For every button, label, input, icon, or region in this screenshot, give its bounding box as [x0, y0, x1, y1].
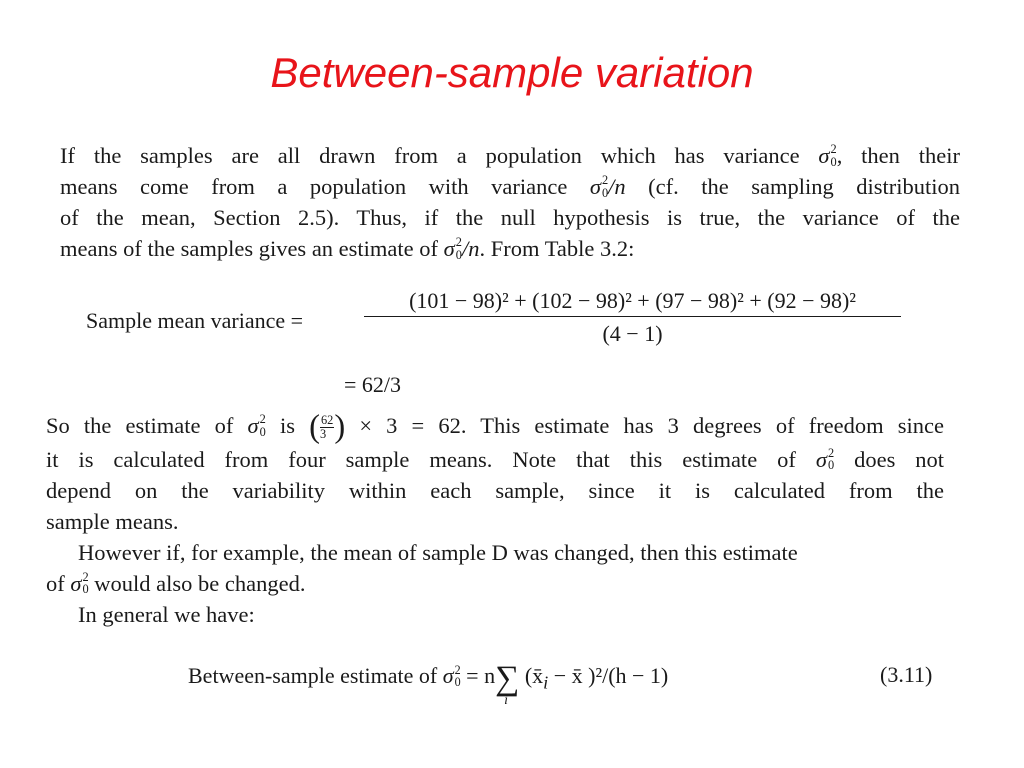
paragraph-intro [60, 140, 960, 264]
equation-between-sample-estimate: Between-sample estimate of σ 2 0 = n∑ i ($x̄_i$ − x̄ )²/(h − 1) [188, 660, 669, 708]
estimate-line-1: So the estimate of σ 2 0 is ( $\frac{62}{3}$ ) × 3 = 62. This estimate has 3 degrees of freedom since [46, 409, 945, 445]
estimate-line-4: sample means. [46, 508, 179, 534]
equation-label: Sample mean variance = [86, 308, 304, 333]
paragraph-estimate [46, 410, 944, 630]
estimate-line-6: of σ 2 0 would also be changed. [46, 570, 306, 597]
equation-result: = 62/3 [344, 372, 402, 397]
fraction-numerator: (101 − 98)² + (102 − 98)² + (97 − 98)² + (92 − 98)² [364, 288, 901, 317]
estimate-line-2: it is calculated from four sample means. Note that this estimate of σ 2 0 does not [46, 446, 945, 473]
equation-number: (3.11) [880, 662, 933, 687]
inline-fraction: $\frac{62}{3}$ [319, 413, 334, 442]
estimate-line-7: In general we have: [78, 601, 255, 627]
estimate-line-5: However if, for example, the mean of sample D was changed, then this estimate [78, 539, 798, 565]
estimate-line-3: depend on the variability within each sample, since it is calculated from the [46, 477, 944, 503]
intro-line-1: If the samples are all drawn from a population which has variance σ 2 0 , then their [60, 142, 960, 169]
intro-line-4: means of the samples gives an estimate of σ 2 0 /n. From Table 3.2: [60, 235, 635, 262]
equation-fraction [364, 288, 901, 347]
summation-symbol: ∑ i [495, 660, 520, 708]
intro-line-2: means come from a population with variance σ 2 0 /n (cf. the sampling distribution [60, 173, 960, 200]
slide-title: Between-sample variation [270, 49, 754, 96]
fraction-denominator: (4 − 1) [602, 321, 663, 346]
intro-line-3: of the mean, Section 2.5). Thus, if the null hypothesis is true, the variance of the [60, 205, 960, 230]
